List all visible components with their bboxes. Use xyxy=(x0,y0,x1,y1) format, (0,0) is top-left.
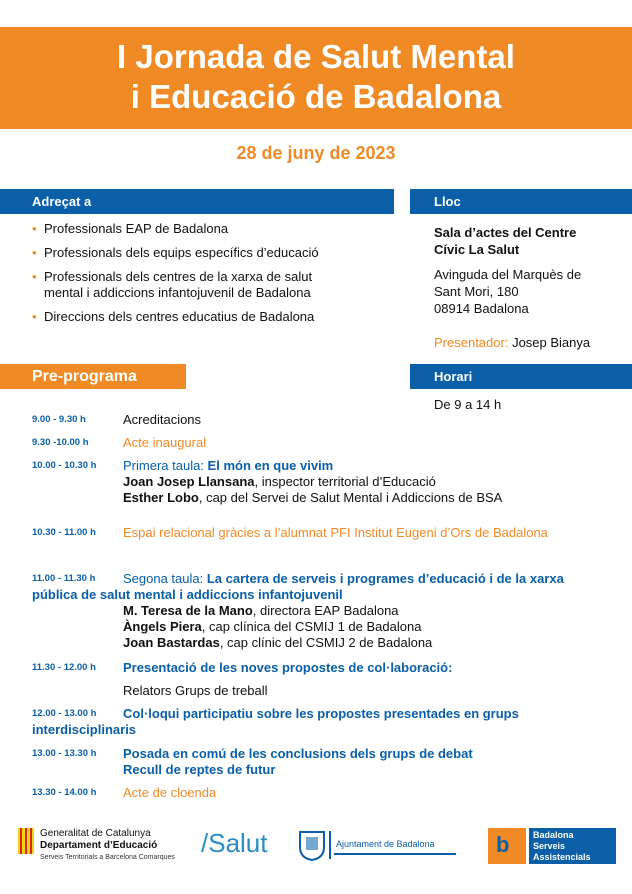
salut-logo: /Salut xyxy=(201,828,268,858)
place-line-1: Sala d’actes del Centre xyxy=(434,225,577,240)
address-line-2: Sant Mori, 180 xyxy=(434,284,519,299)
program-heading: Pre-programa xyxy=(32,368,137,385)
time-slot: 13.30 - 14.00 h xyxy=(32,787,97,798)
location-block xyxy=(434,224,624,351)
bsa-logo xyxy=(488,828,616,864)
title-banner xyxy=(0,27,632,129)
bsa-b-icon: b xyxy=(488,828,526,864)
event-date: 28 de juny de 2023 xyxy=(236,143,396,163)
session-title: El món en que vivim xyxy=(207,458,334,473)
program-item xyxy=(123,571,564,587)
audience-item: • Professionals EAP de Badalona xyxy=(32,221,392,237)
time-slot: 11.30 - 12.00 h xyxy=(32,662,96,673)
time-slot: 9.30 -10.00 h xyxy=(32,437,89,448)
session-prefix: Segona taula: xyxy=(123,571,207,586)
speaker-role: , cap del Servei de Salut Mental i Addiccions de BSA xyxy=(198,490,503,505)
audience-item: • Professionals dels equips específics d’educació xyxy=(32,245,392,261)
address-line-1: Avinguda del Marquès de xyxy=(434,267,582,282)
audience-item: • Professionals dels centres de la xarxa de salut mental i addiccions infantojuvenil de Badalona xyxy=(32,269,344,301)
title-line-1: I Jornada de Salut Mental xyxy=(117,38,515,75)
ajuntament-name: Ajuntament de Badalona xyxy=(336,839,435,849)
presenter xyxy=(434,334,624,351)
program-line: Posada en comú de les conclusions dels grups de debat xyxy=(123,746,473,761)
time-slot: 9.00 - 9.30 h xyxy=(32,414,86,425)
speaker-name: Joan Bastardas xyxy=(123,635,220,650)
speaker-name: M. Teresa de la Mano xyxy=(123,603,253,618)
speaker-role: , cap clínica del CSMIJ 1 de Badalona xyxy=(201,619,422,634)
bsa-line-1: Badalona xyxy=(533,830,574,840)
program-line: Recull de reptes de futur xyxy=(123,762,276,777)
program-item xyxy=(123,746,473,778)
city-shield-icon xyxy=(298,829,326,861)
schedule-heading-bar xyxy=(410,364,632,389)
audience-heading: Adreçat a xyxy=(32,194,92,209)
program-item xyxy=(123,458,502,506)
ajuntament-logo xyxy=(298,829,458,861)
gencat-line-2: Departament d’Educació xyxy=(40,840,158,851)
presenter-label: Presentador: xyxy=(434,335,509,350)
gencat-line-1: Generalitat de Catalunya xyxy=(40,828,151,839)
place-line-2: Cívic La Salut xyxy=(434,242,520,257)
bsa-line-2: Serveis xyxy=(533,841,566,851)
location-heading-bar xyxy=(410,189,632,214)
session-title: La cartera de serveis i programes d’educació i de la xarxa xyxy=(206,571,564,586)
program-item: Acte de cloenda xyxy=(123,785,217,800)
schedule-heading: Horari xyxy=(434,369,473,384)
address-line-3: 08914 Badalona xyxy=(434,301,529,316)
program-item: Col·loqui participatiu sobre les propostes presentades en grups xyxy=(123,706,519,721)
program-item: Espai relacional gràcies a l’alumnat PFI Institut Eugeni d’Ors de Badalona xyxy=(123,525,548,540)
speaker-name: Joan Josep Llansana xyxy=(123,474,255,489)
bsa-line-3: Assistencials xyxy=(533,852,591,862)
speaker-name: Esther Lobo xyxy=(123,490,199,505)
program-item: Acte inaugural xyxy=(123,435,207,450)
time-slot: 12.00 - 13.00 h xyxy=(32,708,97,719)
speaker-list xyxy=(123,603,432,651)
senyera-icon xyxy=(18,828,34,854)
time-slot: 11.00 - 11.30 h xyxy=(32,573,96,584)
speaker-role: , cap clínic del CSMIJ 2 de Badalona xyxy=(219,635,433,650)
gencat-line-3: Serveis Territorials a Barcelona Comarques xyxy=(40,854,175,861)
program-item: Presentació de les noves propostes de col·laboració: xyxy=(123,660,453,675)
program-heading-bar xyxy=(0,364,186,389)
time-slot: 10.00 - 10.30 h xyxy=(32,460,97,471)
title-line-2: i Educació de Badalona xyxy=(130,78,502,115)
program-item: Acreditacions xyxy=(123,412,202,427)
speaker-role: , inspector territorial d’Educació xyxy=(254,474,436,489)
audience-heading-bar xyxy=(0,189,394,214)
presenter-name: Josep Bianya xyxy=(512,335,591,350)
gencat-logo xyxy=(18,826,198,866)
time-slot: 10.30 - 11.00 h xyxy=(32,527,96,538)
session-prefix: Primera taula: xyxy=(123,458,208,473)
schedule-value: De 9 a 14 h xyxy=(434,397,502,412)
location-heading: Lloc xyxy=(434,194,461,209)
time-slot: 13.00 - 13.30 h xyxy=(32,748,97,759)
program-item-continued: interdisciplinaris xyxy=(32,722,137,737)
audience-item: • Direccions dels centres educatius de Badalona xyxy=(32,309,392,325)
session-title-continued: pública de salut mental i addiccions infantojuvenil xyxy=(32,587,343,602)
program-subitem: Relators Grups de treball xyxy=(123,683,268,698)
speaker-role: , directora EAP Badalona xyxy=(252,603,399,618)
speaker-name: Àngels Piera xyxy=(123,619,202,634)
audience-list xyxy=(32,221,392,333)
